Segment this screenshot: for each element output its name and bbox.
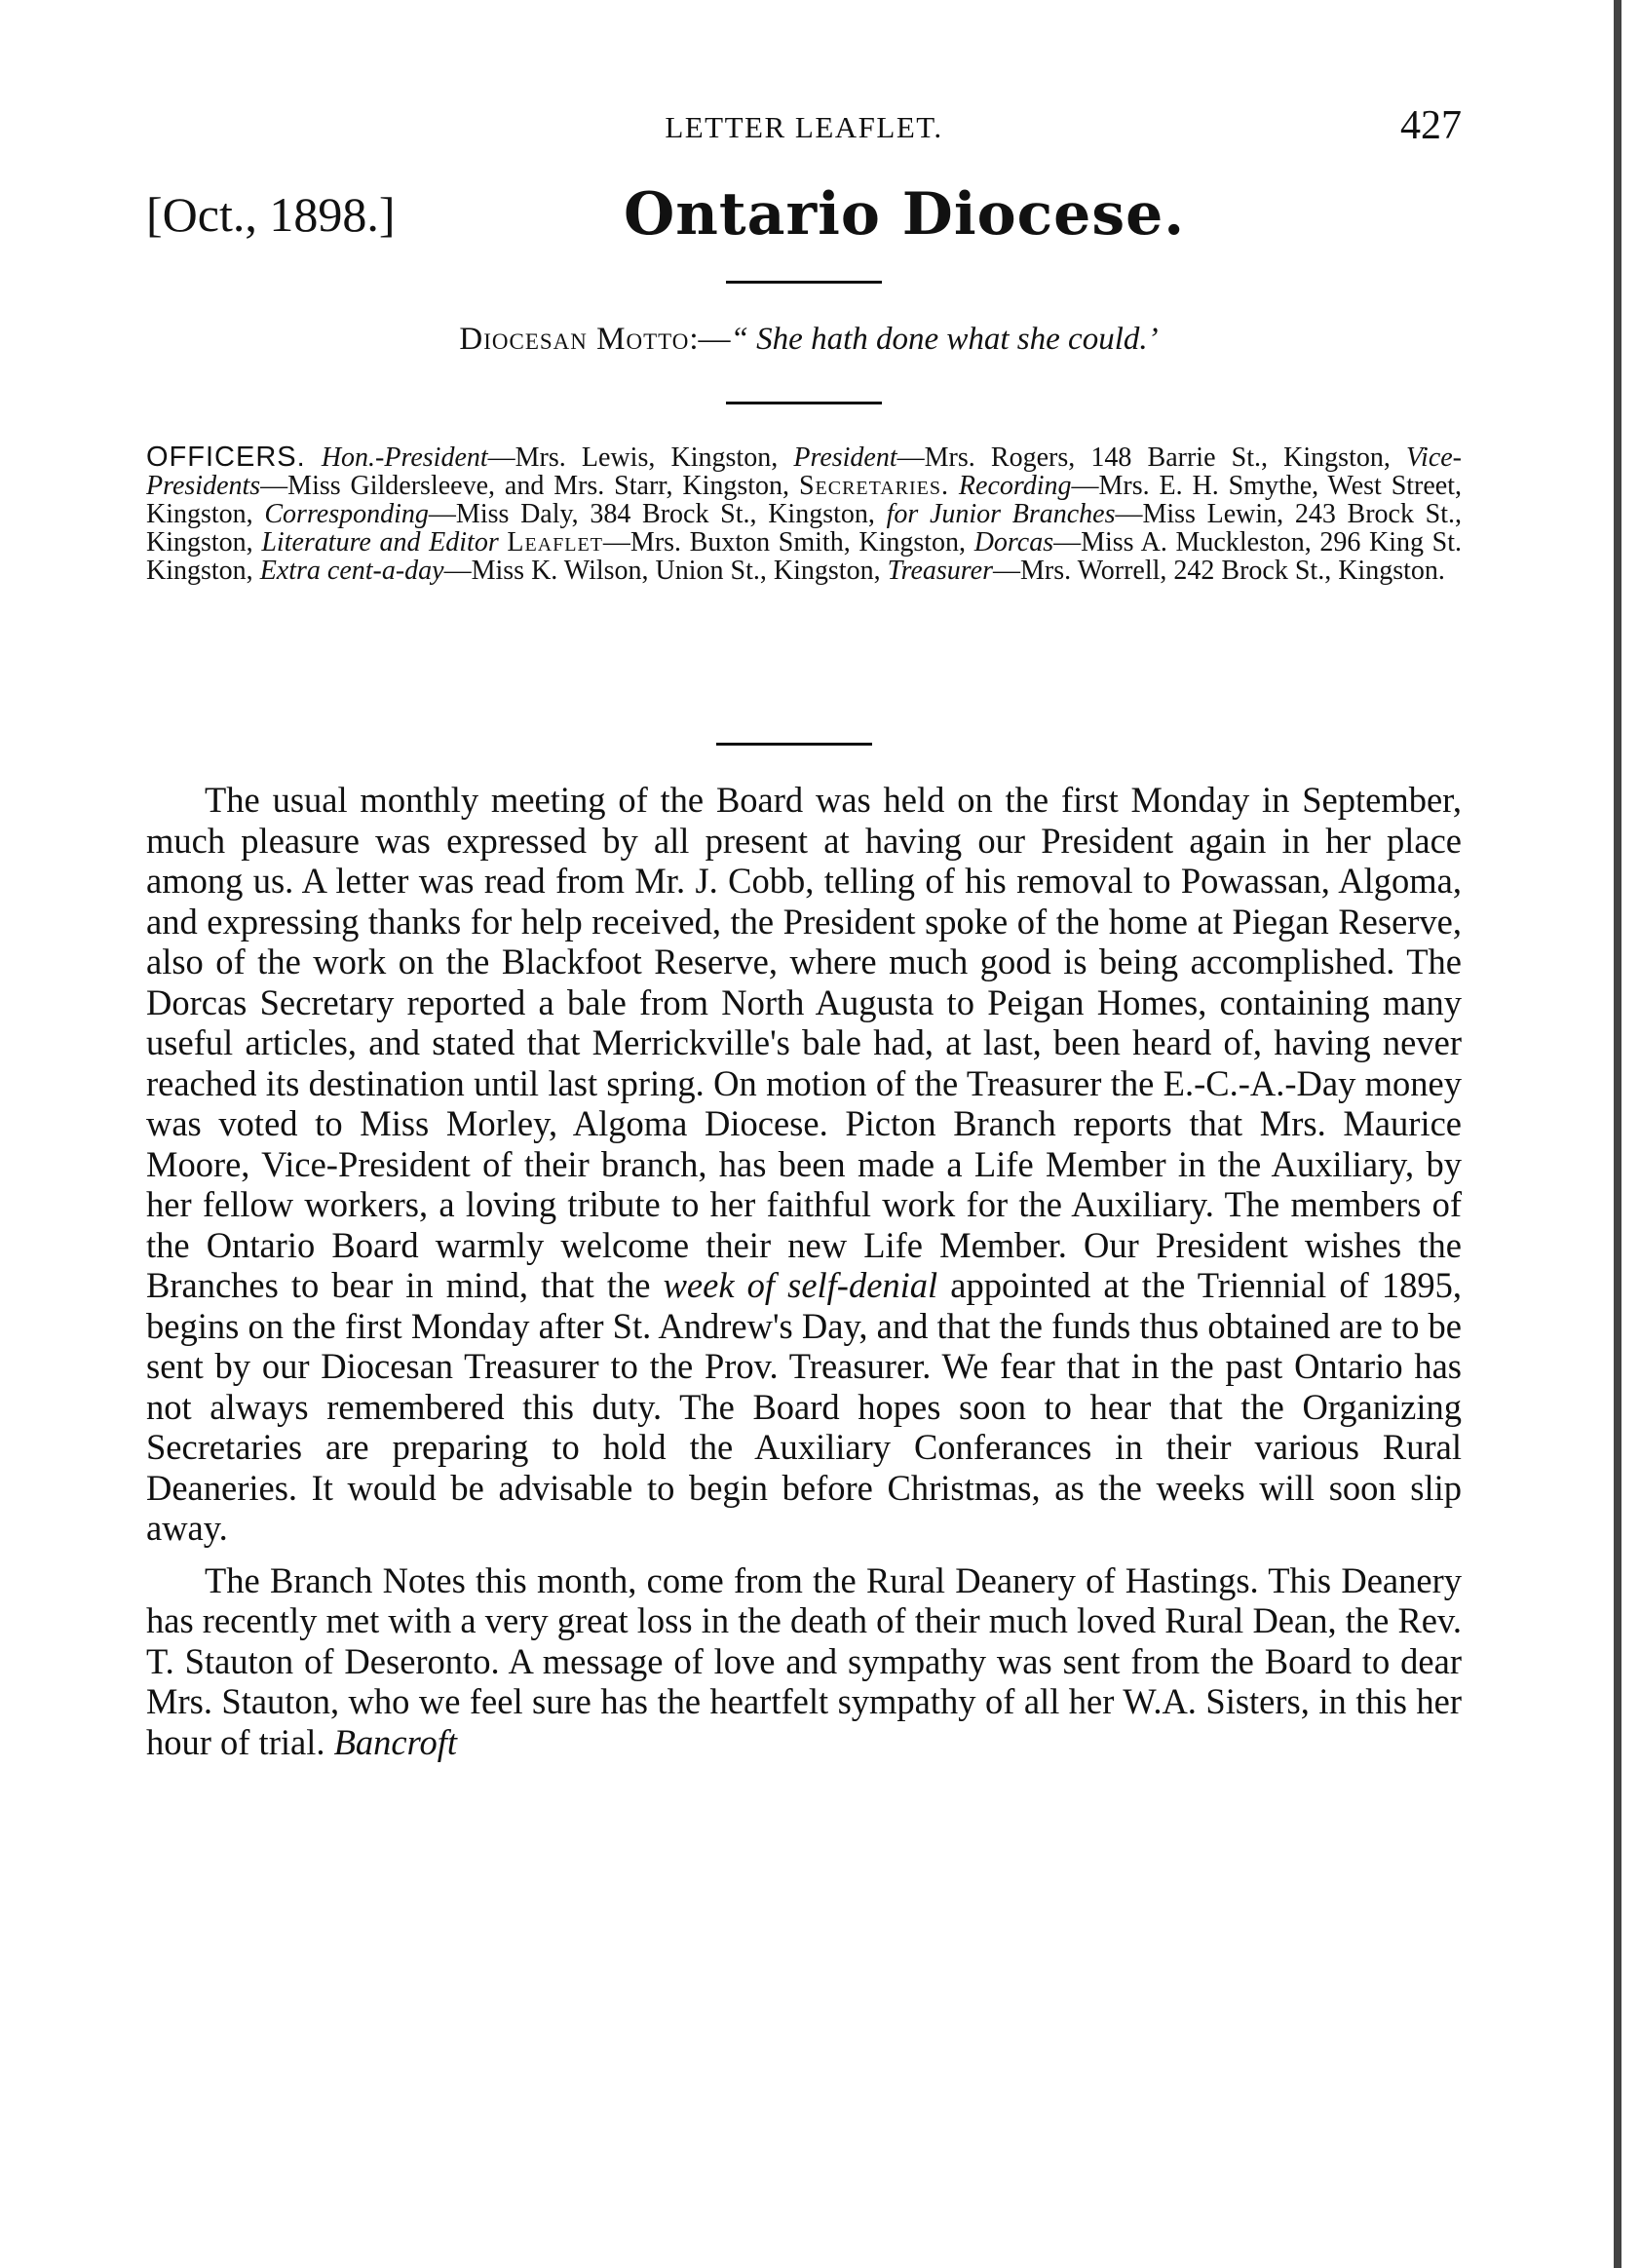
page-number: 427 (1400, 103, 1462, 148)
vice-presidents: —Miss Gildersleeve, and Mrs. Starr, Kingston, (260, 471, 790, 501)
page-edge-shadow (1614, 0, 1621, 2268)
diocese-title: Ontario Diocese. (624, 180, 1186, 249)
emphasis-text: week of self-denial (663, 1265, 938, 1305)
dorcas-role: Dorcas (973, 527, 1054, 557)
vice-presidents-role: Vice-Presidents (146, 442, 1462, 501)
leaflet-label: Leaflet (507, 527, 603, 557)
motto-rule (726, 402, 882, 404)
title-rule (726, 281, 882, 284)
emphasis-text: Bancroft (333, 1721, 457, 1762)
junior-branches-role: for Junior Branches (886, 499, 1116, 529)
recording-secretary: —Mrs. E. H. Smythe, West Street, Kingston, (146, 471, 1463, 529)
paragraph-text: appointed at the Triennial of 1895, begins on the first Monday after St. Andrew's Day, and that the funds thus obtained are to be sent by our Diocesan Treasurer to the Prov. Treasurer. We fear that in the past Ontario has not always remembered this duty. The Board hopes soon to hear that the Organizing Secretaries are preparing to hold the Auxiliary Conferances in their various Rural Deaneries. It would be advisable to begin before Christmas, as the weeks will soon slip away. (146, 1265, 1463, 1548)
motto-label: Diocesan Motto (459, 322, 690, 357)
running-head (146, 102, 1462, 161)
president-role: President (793, 442, 897, 473)
extra-cent-a-day-secretary: —Miss K. Wilson, Union St., Kingston, (443, 556, 881, 586)
corresponding-role: Corresponding (264, 499, 429, 529)
body-text (146, 780, 1462, 1762)
motto-separator: :— (689, 322, 731, 357)
secretaries-label: Secretaries. (798, 471, 950, 501)
title-row (146, 180, 1462, 258)
officers-rule (716, 743, 872, 746)
diocesan-motto (146, 322, 1471, 358)
officers-heading: OFFICERS. (146, 442, 306, 473)
hon-president: —Mrs. Lewis, Kingston, (487, 442, 779, 473)
paragraph-text: The usual monthly meeting of the Board was held on the first Monday in September, much pleasure was expressed by all present at having our President again in her place among us. A letter was read from Mr. J. Cobb, telling of his removal to Powassan, Algoma, and expressing thanks for help received, the President spoke of the home at Piegan Reserve, also of the work on the Blackfoot Reserve, where much good is being accomplished. The Dorcas Secretary reported a bale from North Augusta to Peigan Homes, containing many useful articles, and stated that Merrickville's bale had, at last, been heard of, having never reached its destination until last spring. On motion of the Treasurer the E.-C.-A.-Day money was voted to Miss Morley, Algoma Diocese. Picton Branch reports that Mrs. Maurice Moore, Vice-President of their branch, has been made a Life Member in the Auxiliary, by her fellow workers, a loving tribute to her faithful work for the Auxiliary. The members of the Ontario Board warmly welcome their new Life Member. Our President wishes the Branches to bear in mind, that the (146, 780, 1462, 1305)
paragraph-text: The Branch Notes this month, come from the Rural Deanery of Hastings. This Deanery has recently met with a very great loss in the death of their much loved Rural Dean, the Rev. T. Stauton of Deseronto. A message of love and sympathy was sent from the Board to dear Mrs. Stauton, who we feel sure has the heartfelt sympathy of all her W.A. Sisters, in this her hour of trial. (146, 1559, 1462, 1762)
issue-date: [Oct., 1898.] (146, 187, 396, 242)
paragraph-branch-notes (146, 1560, 1462, 1763)
recording-role: Recording (958, 471, 1072, 501)
paragraph-board-meeting (146, 780, 1462, 1549)
junior-branches-secretary: —Miss Lewin, 243 Brock St., Kingston, (146, 499, 1463, 557)
literature-editor: —Mrs. Buxton Smith, Kingston, (602, 527, 967, 557)
president: —Mrs. Rogers, 148 Barrie St., Kingston, (896, 442, 1391, 473)
officers-list (146, 443, 1462, 585)
corresponding-secretary: —Miss Daly, 384 Brock St., Kingston, (428, 499, 875, 529)
literature-role: Literature and Editor (261, 527, 499, 557)
motto-quote: “ She hath done what she could.’ (730, 322, 1159, 357)
treasurer-role: Treasurer (887, 556, 993, 586)
hon-president-role: Hon.-President (321, 442, 488, 473)
dorcas-secretary: —Miss A. Muckleston, 296 King St. Kingston, (146, 527, 1463, 586)
treasurer: —Mrs. Worrell, 242 Brock St., Kingston. (992, 556, 1445, 586)
running-head-title: LETTER LEAFLET. (665, 110, 943, 144)
extra-cent-a-day-role: Extra cent-a-day (259, 556, 444, 586)
